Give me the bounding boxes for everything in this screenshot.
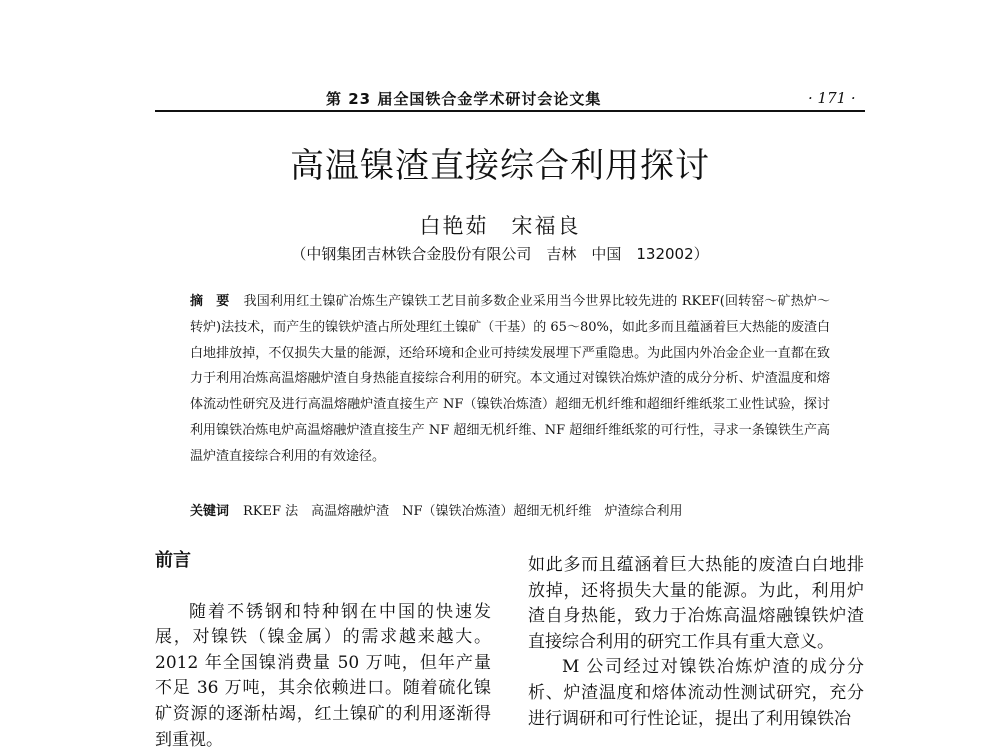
page-number: · 171 · [808,89,856,107]
running-header: 第 23 届全国铁合金学术研讨会论文集 [326,90,602,108]
right-column [528,553,864,732]
paper-title: 高温镍渣直接综合利用探讨 [290,146,710,186]
keywords-label: 关键词 [190,504,230,519]
body-paragraph-continued: 如此多而且蕴涵着巨大热能的废渣白白地排放掉，还将损失大量的能源。为此，利用炉渣自身热能，致力于冶炼高温熔融镍铁炉渣直接综合利用的研究工作具有重大意义。 [528,555,864,652]
left-column [155,548,491,753]
body-paragraph: 随着不锈钢和特种钢在中国的快速发展，对镍铁（镍金属）的需求越来越大。2012 年全国镍消费量 50 万吨，但年产量不足 36 万吨，其余依赖进口。随着硫化镍矿资源的逐渐枯竭，红土镍矿的利用逐渐得到重视。 [155,601,491,750]
abstract [190,289,830,470]
section-heading: 前言 [155,550,191,571]
header-rule [155,110,865,112]
affiliation: （中钢集团吉林铁合金股份有限公司 吉林 中国 132002） [291,245,709,263]
authors: 白艳茹 宋福良 [419,214,581,238]
body-paragraph: M 公司经过对镍铁冶炼炉渣的成分分析、炉渣温度和熔体流动性测试研究，充分进行调研和可行性论证，提出了利用镍铁冶 [528,657,864,729]
keywords-text: RKEF 法 高温熔融炉渣 NF（镍铁冶炼渣）超细无机纤维 炉渣综合利用 [243,504,683,519]
keywords [190,499,830,525]
abstract-label: 摘 要 [190,294,230,309]
abstract-text: 我国利用红土镍矿冶炼生产镍铁工艺目前多数企业采用当今世界比较先进的 RKEF(回转窑～矿热炉～转炉)法技术，而产生的镍铁炉渣占所处理红土镍矿（干基）的 65～80%，如此多而且蕴涵着巨大热能的废渣白白地排放掉，不仅损失大量的能源，还给环境和企业可持续发展埋下严重隐患。为此国内外冶金企业一直都在致力于利用冶炼高温熔融炉渣自身热能直接综合利用的研究。本文通过对镍铁冶炼炉渣的成分分析、炉渣温度和熔体流动性研究及进行高温熔融炉渣直接生产 NF（镍铁冶炼渣）超细无机纤维和超细纤维纸浆工业性试验，探讨利用镍铁冶炼电炉高温熔融炉渣直接生产 NF 超细无机纤维、NF 超细纤维纸浆的可行性，寻求一条镍铁生产高温炉渣直接综合利用的有效途径。 [190,294,830,464]
